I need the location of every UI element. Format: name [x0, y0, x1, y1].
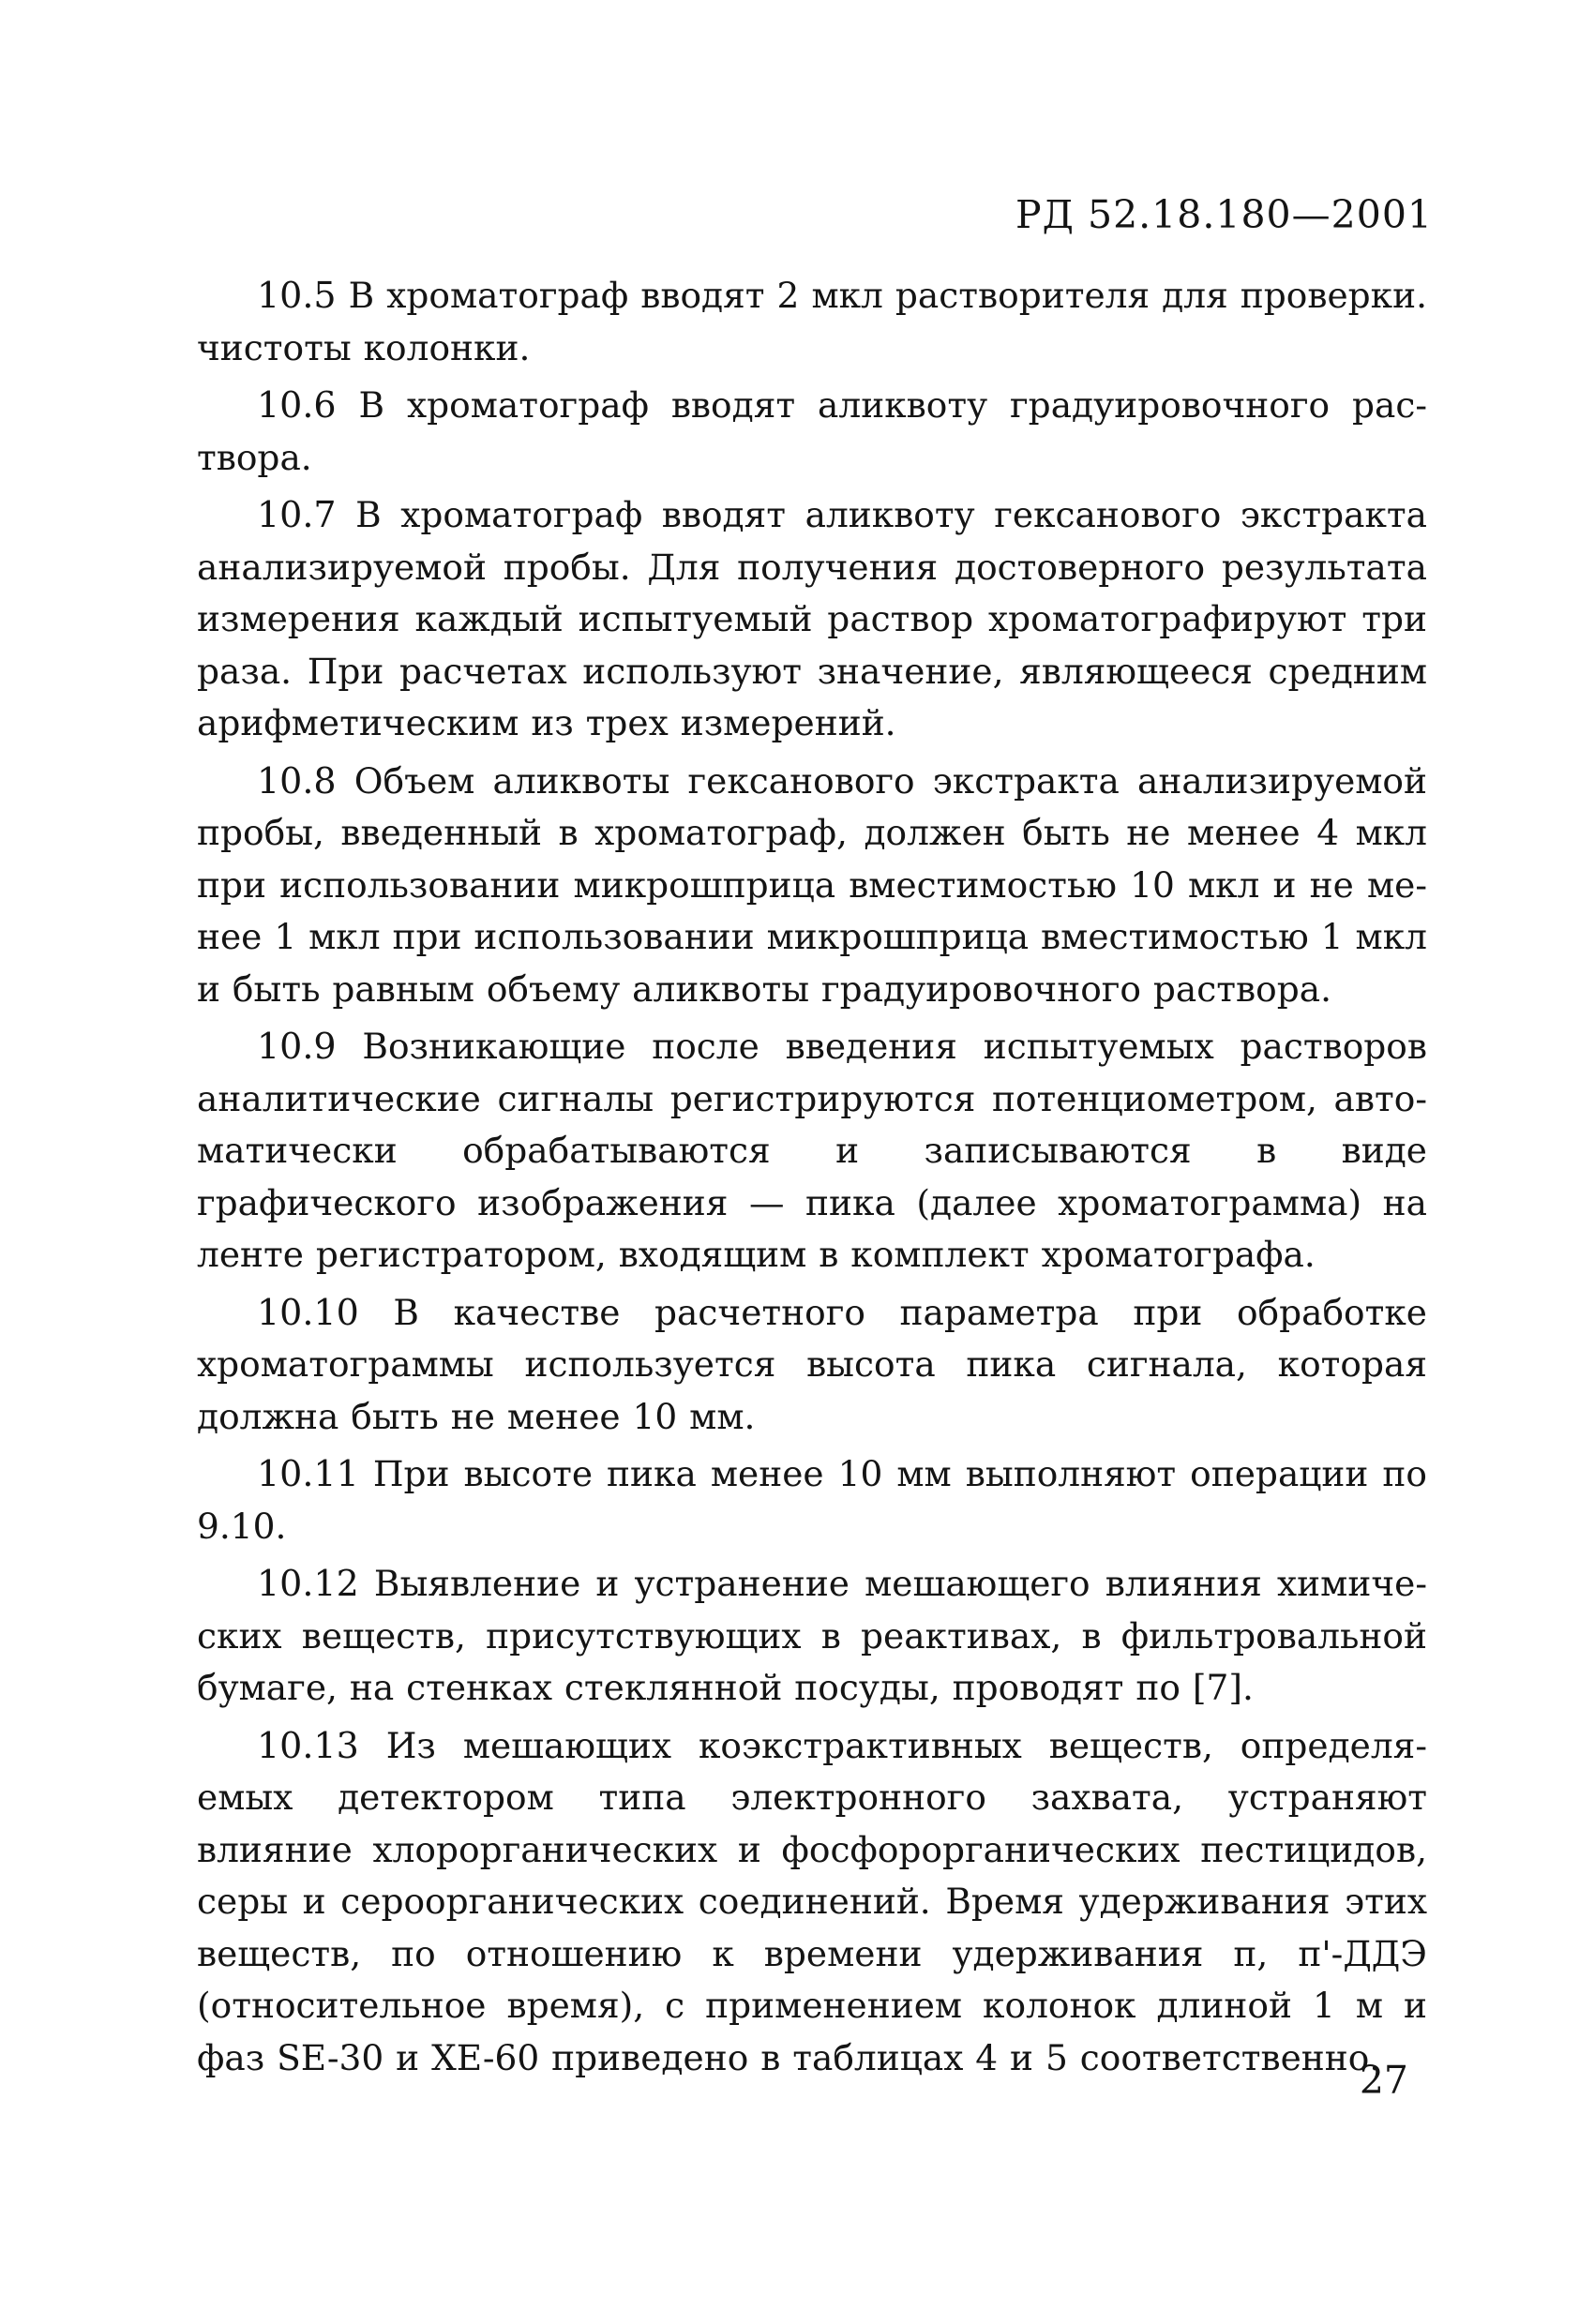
paragraph-10-12: [197, 1558, 1427, 1715]
clause-number: 10.8: [257, 759, 337, 802]
clause-text: В хроматограф вводят 2 мкл растворителя для проверки. чистоты колонки.: [197, 275, 1428, 368]
clause-number: 10.13: [257, 1724, 359, 1766]
document-code: РД 52.18.180—2001: [1015, 192, 1433, 237]
clause-text: При высоте пика менее 10 мм выполняют операции по 9.10.: [197, 1453, 1427, 1547]
clause-text: Возникающие после введения испытуемых растворов аналитические сигналы регистрируются потенциометром, автоматически обрабатываются и записываются в виде графического изображения — пика (далее хроматограмма) на ленте регистратором, входящим в комплект хроматографа.: [197, 1026, 1427, 1275]
body-text: [197, 270, 1427, 2090]
paragraph-10-9: [197, 1021, 1427, 1282]
clause-text: В качестве расчетного параметра при обработке хроматограммы используется высота пика сигнала, которая должна быть не менее 10 мм.: [197, 1291, 1427, 1437]
paragraph-10-11: [197, 1448, 1427, 1552]
page-number: 27: [1359, 2058, 1408, 2103]
clause-number: 10.10: [257, 1291, 359, 1333]
clause-number: 10.5: [257, 275, 337, 316]
clause-text: Выявление и устранение мешающего влияния химических веществ, присутствующих в реактивах, в фильтровальной бумаге, на стенках стеклянной посуды, проводят по [7].: [197, 1563, 1427, 1708]
paragraph-10-10: [197, 1287, 1427, 1444]
clause-number: 10.12: [257, 1563, 359, 1604]
clause-text: Из мешающих коэкстрактивных веществ, определяемых детектором типа электронного захвата, устраняют влияние хлорорганических и фосфорорганических пестицидов, серы и сероорганических соединений. Время удерживания этих веществ, по отношению к времени удерживания п, п'-ДДЭ (относительное время), с применением колонок длиной 1 м и фаз SE-30 и XE-60 приведено в таблицах 4 и 5 соответственно.: [197, 1724, 1428, 2078]
clause-text: В хроматограф вводят аликвоту градуировочного раствора.: [197, 384, 1427, 478]
clause-text: В хроматограф вводят аликвоту гексанового экстракта анализируемой пробы. Для получения достоверного результата измерения каждый испытуемый раствор хроматографируют три раза. При расчетах используют значение, являющееся средним арифметическим из трех измерений.: [197, 494, 1427, 743]
clause-text: Объем аликвоты гексанового экстракта анализируемой пробы, введенный в хроматограф, должен быть не менее 4 мкл при использовании микрошприца вместимостью 10 мкл и не менее 1 мкл при использовании микрошприца вместимостью 1 мкл и быть равным объему аликвоты градуировочного раствора.: [197, 759, 1427, 1010]
clause-number: 10.9: [257, 1026, 337, 1067]
clause-number: 10.7: [257, 494, 337, 535]
paragraph-10-13: [197, 1720, 1427, 2085]
paragraph-10-7: [197, 489, 1427, 750]
clause-number: 10.6: [257, 384, 337, 426]
paragraph-10-5: [197, 270, 1427, 374]
clause-number: 10.11: [257, 1453, 359, 1494]
paragraph-10-6: [197, 380, 1427, 484]
paragraph-10-8: [197, 756, 1427, 1016]
